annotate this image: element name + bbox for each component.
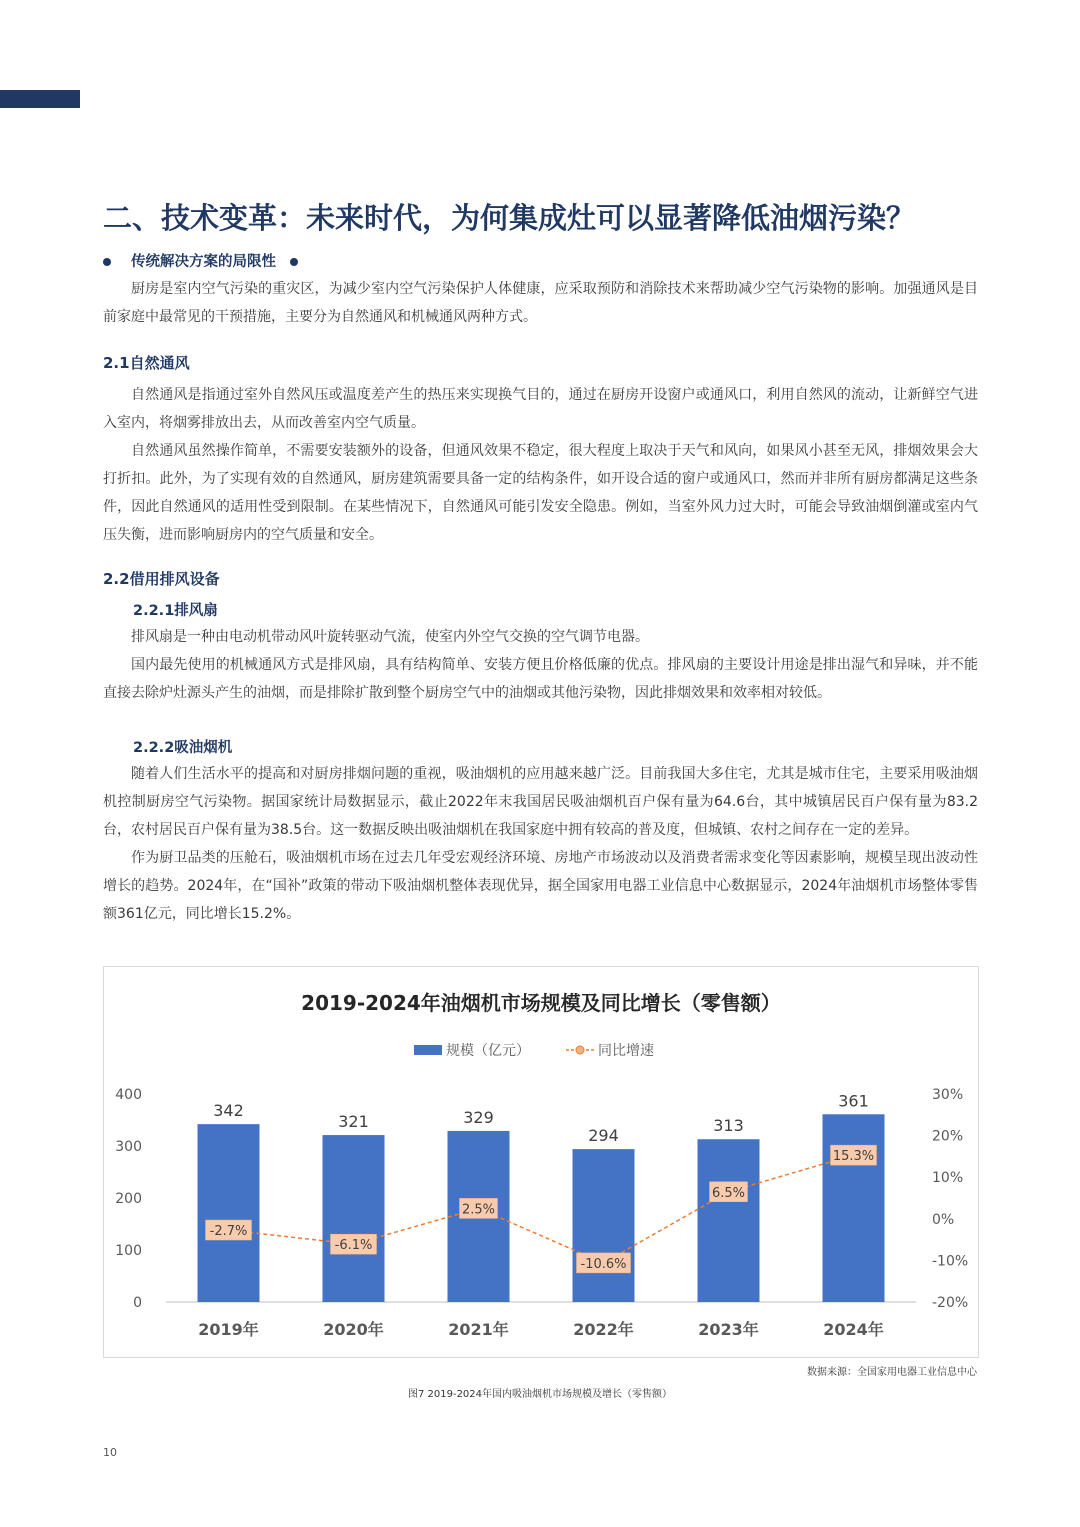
left-axis-tick-label: 100: [115, 1243, 142, 1259]
left-axis-tick-label: 300: [115, 1139, 142, 1155]
left-axis-tick-label: 0: [133, 1295, 142, 1311]
section-heading: 二、技术变革：未来时代，为何集成灶可以显著降低油烟污染？: [103, 201, 916, 235]
right-axis-tick-label: 10%: [932, 1170, 964, 1187]
left-axis-tick-label: 400: [115, 1087, 142, 1103]
legend-line-marker: [576, 1046, 584, 1054]
bar-2020年: [323, 1135, 385, 1302]
growth-value-label: -2.7%: [209, 1224, 248, 1240]
legend-bar-swatch: [414, 1045, 442, 1055]
figure-caption: 图7 2019-2024年国内吸油烟机市场规模及增长（零售额）: [407, 1389, 673, 1400]
bullet-dot-icon: [290, 258, 298, 266]
section-2-2-1-text: [103, 623, 978, 707]
market-chart: [103, 966, 979, 1358]
legend-line-label: 同比增速: [598, 1043, 654, 1059]
x-axis-category-label: 2023年: [698, 1320, 759, 1339]
subsection-title-2-2-2: 2.2.2吸油烟机: [133, 740, 233, 756]
paragraph: 厨房是室内空气污染的重灾区，为减少室内空气污染保护人体健康，应采取预防和消除技术来帮助减少空气污染物的影响。加强通风是目前家庭中最常见的干预措施，主要分为自然通风和机械通风两种方式。: [103, 281, 978, 325]
bar-value-label: 294: [588, 1126, 619, 1146]
bar-2024年: [823, 1114, 885, 1302]
right-axis-tick-label: 30%: [932, 1087, 964, 1103]
right-axis-tick-label: 0%: [932, 1211, 955, 1228]
page-number: 10: [103, 1446, 117, 1459]
x-axis-category-label: 2020年: [323, 1320, 384, 1339]
top-accent-bar: [0, 90, 80, 108]
x-axis-category-label: 2024年: [823, 1320, 884, 1339]
right-axis-tick-label: 20%: [932, 1128, 964, 1145]
x-axis-category-label: 2022年: [573, 1320, 634, 1339]
intro-text: [103, 275, 978, 331]
x-axis-category-label: 2021年: [448, 1320, 509, 1339]
subsection-title-2-2-1: 2.2.1排风扇: [133, 603, 218, 619]
bar-2019年: [198, 1124, 260, 1302]
bullet-dot-icon: [103, 258, 111, 266]
subsection-title-2-1: 2.1自然通风: [103, 354, 190, 372]
paragraph: 自然通风虽然操作简单，不需要安装额外的设备，但通风效果不稳定，很大程度上取决于天气和风向，如果风小甚至无风，排烟效果会大打折扣。此外，为了实现有效的自然通风，厨房建筑需要具备一定的结构条件，如开设合适的窗户或通风口，然而并非所有厨房都满足这些条件，因此自然通风的适用性受到限制。在某些情况下，自然通风可能引发安全隐患。例如，当室外风力过大时，可能会导致油烟倒灌或室内气压失衡，进而影响厨房内的空气质量和安全。: [103, 443, 978, 543]
paragraph: 自然通风是指通过室外自然风压或温度差产生的热压来实现换气目的，通过在厨房开设窗户或通风口，利用自然风的流动，让新鲜空气进入室内，将烟雾排放出去，从而改善室内空气质量。: [103, 387, 978, 431]
x-axis-category-label: 2019年: [198, 1320, 259, 1339]
left-axis-tick-label: 200: [115, 1191, 142, 1207]
growth-value-label: 2.5%: [461, 1202, 496, 1218]
legend-bar-label: 规模（亿元）: [446, 1043, 530, 1059]
growth-value-label: -6.1%: [334, 1238, 373, 1254]
right-axis-tick-label: -10%: [932, 1253, 969, 1270]
growth-value-label: -10.6%: [580, 1256, 627, 1272]
growth-line: [229, 1155, 854, 1263]
paragraph: 排风扇是一种由电动机带动风叶旋转驱动气流，使室内外空气交换的空气调节电器。: [131, 629, 649, 645]
paragraph: 作为厨卫品类的压舱石，吸油烟机市场在过去几年受宏观经济环境、房地产市场波动以及消费者需求变化等因素影响，规模呈现出波动性增长的趋势。2024年，在“国补”政策的带动下吸油烟机整体表现优异，据全国家用电器工业信息中心数据显示，2024年油烟机市场整体零售额361亿元，同比增长15.2%。: [103, 850, 978, 922]
data-source: 数据来源：全国家用电器工业信息中心: [807, 1367, 977, 1378]
paragraph: 国内最先使用的机械通风方式是排风扇，具有结构简单、安装方便且价格低廉的优点。排风扇的主要设计用途是排出湿气和异味，并不能直接去除炉灶源头产生的油烟，而是排除扩散到整个厨房空气中的油烟或其他污染物，因此排烟效果和效率相对较低。: [103, 657, 978, 701]
bar-2022年: [573, 1149, 635, 1302]
section-2-1-text: [103, 381, 978, 549]
growth-value-label: 6.5%: [711, 1185, 746, 1201]
right-axis-tick-label: -20%: [932, 1295, 969, 1311]
chart-svg: [104, 967, 978, 1357]
subsection-title-2-2: 2.2借用排风设备: [103, 570, 220, 588]
section-2-2-2-text: [103, 760, 978, 928]
growth-value-label: 15.3%: [832, 1149, 875, 1165]
bar-value-label: 342: [213, 1101, 244, 1121]
bullet-title: [103, 250, 298, 271]
bullet-title-text: 传统解决方案的局限性: [131, 254, 276, 270]
chart-title: 2019-2024年油烟机市场规模及同比增长（零售额）: [301, 991, 781, 1015]
bar-value-label: 321: [338, 1112, 369, 1132]
bar-2023年: [698, 1139, 760, 1302]
bar-value-label: 313: [713, 1116, 744, 1136]
bar-value-label: 361: [838, 1091, 869, 1111]
bar-value-label: 329: [463, 1107, 494, 1127]
paragraph: 随着人们生活水平的提高和对厨房排烟问题的重视，吸油烟机的应用越来越广泛。目前我国大多住宅，尤其是城市住宅，主要采用吸油烟机控制厨房空气污染物。据国家统计局数据显示，截止2022年末我国居民吸油烟机百户保有量为64.6台，其中城镇居民百户保有量为83.2台，农村居民百户保有量为38.5台。这一数据反映出吸油烟机在我国家庭中拥有较高的普及度，但城镇、农村之间存在一定的差异。: [103, 766, 978, 838]
